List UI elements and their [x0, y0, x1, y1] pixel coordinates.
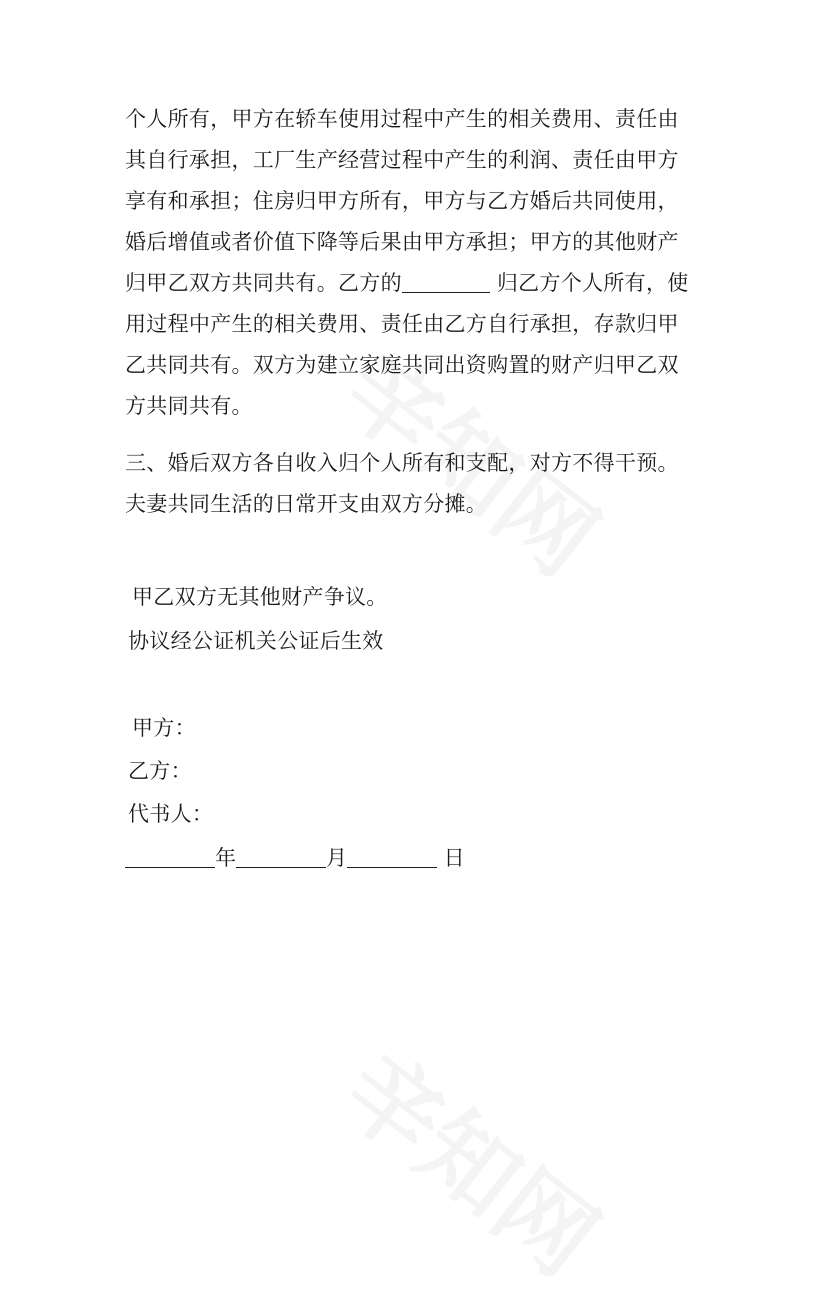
watermark [318, 1016, 629, 1301]
property-paragraph [125, 99, 725, 427]
party-a-signature: 甲方： [132, 716, 196, 740]
text-line: 其自行承担，工厂生产经营过程中产生的利润、责任由甲方 [125, 148, 679, 172]
fill-in-blank[interactable] [402, 270, 490, 293]
text-line: 方共同共有。 [125, 394, 253, 418]
text-segment: 归乙方个人所有，使 [489, 271, 689, 295]
text-line: 个人所有，甲方在轿车使用过程中产生的相关费用、责任由 [125, 107, 679, 131]
party-b-signature: 乙方： [128, 759, 192, 783]
text-line: 婚后增值或者价值下降等后果由甲方承担；甲方的其他财产 [125, 230, 679, 254]
month-blank[interactable] [236, 845, 326, 868]
text-line: 夫妻共同生活的日常开支由双方分摊。 [125, 492, 488, 516]
no-dispute-statement: 甲乙双方无其他财产争议。 [132, 585, 388, 609]
year-label: 年 [215, 846, 236, 870]
day-label: 日 [437, 846, 465, 870]
month-label: 月 [326, 846, 347, 870]
date-line [125, 838, 465, 879]
day-blank[interactable] [347, 845, 437, 868]
effective-statement: 协议经公证机关公证后生效 [128, 629, 384, 653]
agent-signature: 代书人： [128, 802, 214, 826]
text-line-with-blank [125, 263, 725, 304]
year-blank[interactable] [125, 845, 215, 868]
text-line: 三、婚后双方各自收入归个人所有和支配，对方不得干预。 [125, 451, 679, 475]
text-line: 享有和承担；住房归甲方所有，甲方与乙方婚后共同使用， [125, 189, 679, 213]
text-segment: 归甲乙双方共同共有。乙方的 [125, 271, 402, 295]
text-line: 用过程中产生的相关费用、责任由乙方自行承担，存款归甲 [125, 312, 679, 336]
text-line: 乙共同共有。双方为建立家庭共同出资购置的财产归甲乙双 [125, 353, 679, 377]
income-paragraph [125, 443, 725, 525]
